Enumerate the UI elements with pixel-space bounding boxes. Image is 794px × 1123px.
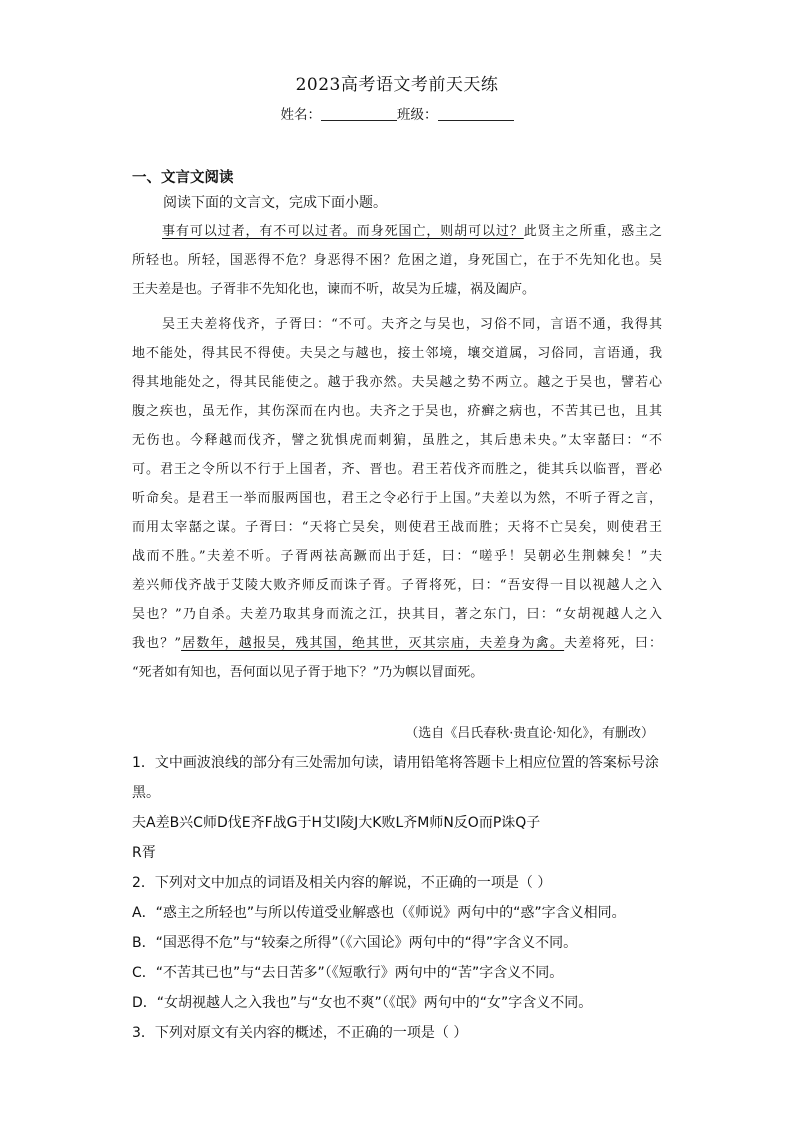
question-1-stem-cont: 黑。	[132, 785, 160, 801]
passage-paragraph-2	[132, 310, 662, 687]
passage-line: 地不能处，得其民不得使。夫吴之与越也，接土邻境，壤交道属，习俗同，言语通，我	[132, 346, 662, 361]
passage-line: 无伤也。今释越而伐齐，譬之犹惧虎而刺猏，虽胜之，其后患未央。”太宰嚭曰：“不	[132, 433, 662, 448]
student-info-line	[0, 103, 794, 123]
question-block	[132, 748, 662, 1048]
passage-line: 得其地能处之，得其民能使之。越于我亦然。夫吴越之势不两立。越之于吴也，譬若心	[132, 375, 662, 390]
question-3-stem: 3．下列对原文有关内容的概述，不正确的一项是（ ）	[132, 1025, 468, 1041]
section-heading: 一、文言文阅读	[132, 170, 234, 186]
passage-line: 事有可以过者，有不可以过者。而身死国亡，则胡可以过？此贤主之所重，惑主之	[162, 224, 662, 239]
passage-source: （选自《吕氏春秋·贵直论·知化》，有删改）	[405, 726, 654, 741]
question-2-option-d[interactable]: D．“女胡视越人之入我也”与“女也不爽”（《氓》两句中的“女”字含义不同。	[132, 995, 593, 1011]
passage-line: 差兴师伐齐战于艾陵大败齐师反而诛子胥。子胥将死，曰：“吾安得一目以视越人之入	[132, 578, 662, 593]
passage-paragraph-1	[132, 217, 662, 304]
passage-line: 吴也？”乃自杀。夫差乃取其身而流之江，抉其目，著之东门，曰：“女胡视越人之入	[132, 607, 662, 622]
question-1-stem: 1．文中画波浪线的部分有三处需加句读，请用铅笔将答题卡上相应位置的答案标号涂	[132, 755, 659, 771]
class-blank[interactable]	[438, 108, 514, 121]
name-blank[interactable]	[321, 108, 397, 121]
page-title: 2023高考语文考前天天练	[295, 75, 499, 95]
passage-line: 而用太宰嚭之谋。子胥曰：“天将亡吴矣，则使君王战而胜；天将不亡吴矣，则使君王	[132, 520, 662, 535]
passage-line: 吴王夫差将伐齐，子胥曰：“不可。夫齐之与吴也，习俗不同，言语不通，我得其	[162, 317, 662, 332]
passage-line: 战而不胜。”夫差不听。子胥两祛高蹶而出于廷，曰：“嗟乎！吴朝必生荆棘矣！”夫	[132, 549, 662, 564]
passage-line: 可。君王之令所以不行于上国者，齐、晋也。君王若伐齐而胜之，徙其兵以临晋，晋必	[132, 462, 662, 477]
wavy-underlined-text: 事有可以过者，有不可以过者。而身死国亡，则胡可以过？	[162, 224, 524, 239]
passage-line: 腹之疾也，虽无作，其伤深而在内也。夫齐之于吴也，疥癣之病也，不苦其已也，且其	[132, 404, 662, 419]
question-2-option-c[interactable]: C．“不苦其已也”与“去日苦多”（《短歌行》两句中的“苦”字含义不同。	[132, 965, 564, 981]
section-instruction: 阅读下面的文言文，完成下面小题。	[163, 195, 387, 211]
passage-line: 我也？”居数年，越报吴，残其国，绝其世，灭其宗庙，夫差身为禽。夫差将死，曰：	[132, 636, 662, 651]
question-2-option-a[interactable]: A．“惑主之所轻也”与所以传道受业解惑也（《师说》两句中的“惑”字含义相同。	[132, 905, 626, 921]
name-label: 姓名：	[280, 107, 321, 123]
question-2-stem: 2．下列对文中加点的词语及相关内容的解说，不正确的一项是（ ）	[132, 875, 552, 891]
question-1-options-cont: R胥	[132, 845, 156, 861]
question-2-option-b[interactable]: B．“国恶得不危”与“较秦之所得”（《六国论》两句中的“得”字含义不同。	[132, 935, 578, 951]
passage-line: 听命矣。是君王一举而服两国也，君王之令必行于上国。”夫差以为然，不听子胥之言，	[132, 491, 662, 506]
underlined-sentence: 居数年，越报吴，残其国，绝其世，灭其宗庙，夫差身为禽。	[181, 636, 565, 651]
passage-line: 所轻也。所轻，国恶得不危？身恶得不困？危困之道，身死国亡，在于不先知化也。吴	[132, 253, 662, 268]
class-label: 班级：	[397, 107, 438, 123]
passage-line: 王夫差是也。子胥非不先知化也，谏而不听，故吴为丘墟，祸及阖庐。	[132, 282, 536, 297]
question-1-options: 夫A差B兴C师D伐E齐F战G于H艾I陵J大K败L齐M师N反O而P诛Q子	[132, 815, 541, 831]
passage-line: “死者如有知也，吾何面以见子胥于地下？”乃为幎以冒面死。	[132, 665, 484, 680]
